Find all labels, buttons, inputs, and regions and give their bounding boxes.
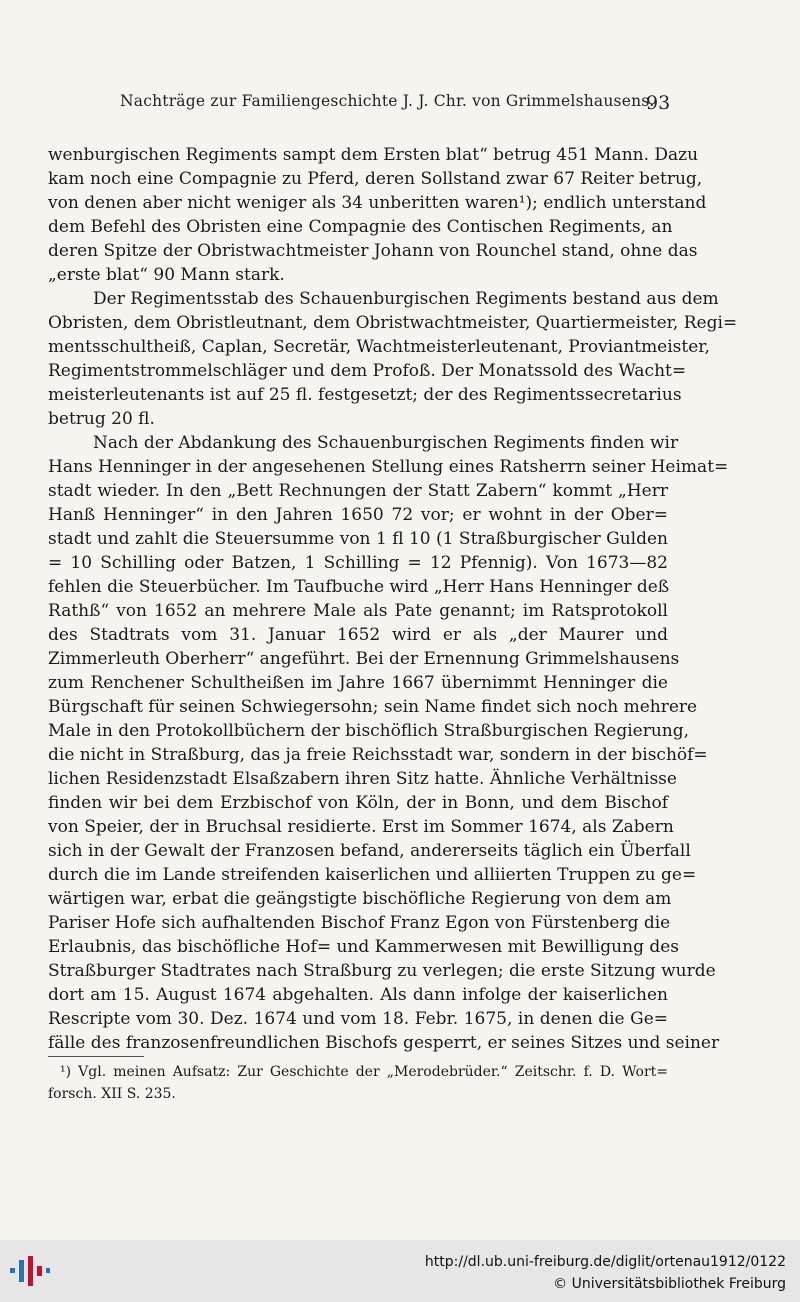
body-line: fälle des franzosenfreundlichen Bischofs gesperrt, er seines Sitzes und seiner [48,1033,720,1053]
running-title: Nachträge zur Familiengeschichte J. J. Chr. von Grimmelshausens. [120,92,655,110]
footnote-line: ¹) Vgl. meinen Aufsatz: Zur Geschichte der „Merodebrüder.“ Zeitschr. f. D. Wort= [60,1064,668,1080]
body-line: dem Befehl des Obristen eine Compagnie des Contischen Regiments, an [48,217,673,237]
page-number: 93 [646,92,671,114]
body-line: die nicht in Straßburg, das ja freie Reichsstadt war, sondern in der bischöf= [48,745,708,765]
footnote-line: forsch. XII S. 235. [48,1086,176,1102]
body-line: Straßburger Stadtrates nach Straßburg zu verlegen; die erste Sitzung wurde [48,961,716,981]
permalink-url[interactable]: http://dl.ub.uni-freiburg.de/diglit/ortenau1912/0122 [424,1254,786,1270]
body-line: Male in den Protokollbüchern der bischöflich Straßburgischen Regierung, [48,721,690,741]
body-line: stadt wieder. In den „Bett Rechnungen der Statt Zabern“ kommt „Herr [48,481,668,501]
body-line: Rathß“ von 1652 an mehrere Male als Pate genannt; im Ratsprotokoll [48,601,668,621]
body-line: von Speier, der in Bruchsal residierte. Erst im Sommer 1674, als Zabern [48,817,674,837]
body-line: fehlen die Steuerbücher. Im Taufbuche wird „Herr Hans Henninger deß [48,577,670,597]
body-line: Rescripte vom 30. Dez. 1674 und vom 18. Febr. 1675, in denen die Ge= [48,1009,668,1029]
body-line: betrug 20 fl. [48,409,155,429]
body-line: dort am 15. August 1674 abgehalten. Als dann infolge der kaiserlichen [48,985,668,1005]
body-line: stadt und zahlt die Steuersumme von 1 fl 10 (1 Straßburgischer Gulden [48,529,668,549]
body-line: kam noch eine Compagnie zu Pferd, deren Sollstand zwar 67 Reiter betrug, [48,169,703,189]
paragraph-start-line: Der Regimentsstab des Schauenburgischen Regiments bestand aus dem [93,289,719,309]
body-line: Regimentstrommelschläger und dem Profoß. Der Monatssold des Wacht= [48,361,687,381]
body-line: Erlaubnis, das bischöfliche Hof= und Kammerwesen mit Bewilligung des [48,937,680,957]
body-line: lichen Residenzstadt Elsaßzabern ihren Sitz hatte. Ähnliche Verhältnisse [48,769,677,789]
body-line: finden wir bei dem Erzbischof von Köln, der in Bonn, und dem Bischof [48,793,668,813]
university-logo-icon [8,1254,52,1288]
body-line: Hanß Henninger“ in den Jahren 1650 72 vor; er wohnt in der Ober= [48,505,668,525]
viewer-footer [0,1240,800,1302]
paragraph-start-line: Nach der Abdankung des Schauenburgischen Regiments finden wir [93,433,679,453]
body-line: wärtigen war, erbat die geängstigte bischöfliche Regierung von dem am [48,889,672,909]
body-line: deren Spitze der Obristwachtmeister Johann von Rounchel stand, ohne das [48,241,698,261]
body-line: mentsschultheiß, Caplan, Secretär, Wachtmeisterleutenant, Proviantmeister, [48,337,710,357]
body-line: Pariser Hofe sich aufhaltenden Bischof Franz Egon von Fürstenberg die [48,913,671,933]
body-line: = 10 Schilling oder Batzen, 1 Schilling = 12 Pfennig). Von 1673—82 [48,553,668,573]
footnote-divider [48,1056,144,1057]
body-line: meisterleutenants ist auf 25 fl. festgesetzt; der des Regimentssecretarius [48,385,682,405]
body-line: Zimmerleuth Oberherr“ angeführt. Bei der Ernennung Grimmelshausens [48,649,680,669]
body-line: wenburgischen Regiments sampt dem Ersten blat“ betrug 451 Mann. Dazu [48,145,699,165]
body-line: des Stadtrats vom 31. Januar 1652 wird er als „der Maurer und [48,625,668,645]
body-line: von denen aber nicht weniger als 34 unberitten waren¹); endlich unterstand [48,193,707,213]
body-line: durch die im Lande streifenden kaiserlichen und alliierten Truppen zu ge= [48,865,697,885]
body-line: sich in der Gewalt der Franzosen befand, andererseits täglich ein Überfall [48,841,691,861]
body-line: Obristen, dem Obristleutnant, dem Obristwachtmeister, Quartiermeister, Regi= [48,313,738,333]
body-line: zum Renchener Schultheißen im Jahre 1667 übernimmt Henninger die [48,673,668,693]
body-line: „erste blat“ 90 Mann stark. [48,265,285,285]
copyright-notice: © Universitätsbibliothek Freiburg [553,1276,786,1292]
body-line: Bürgschaft für seinen Schwiegersohn; sein Name findet sich noch mehrere [48,697,698,717]
body-line: Hans Henninger in der angesehenen Stellung eines Ratsherrn seiner Heimat= [48,457,729,477]
